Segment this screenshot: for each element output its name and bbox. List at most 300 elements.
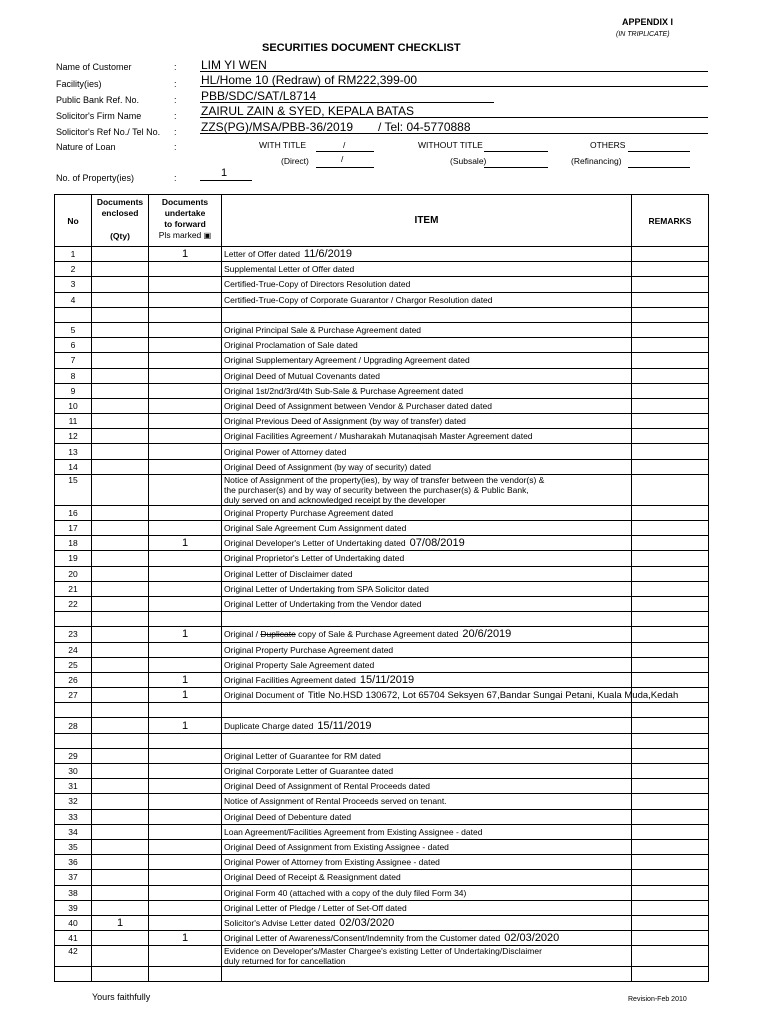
handwritten-date: Title No.HSD 130672, Lot 65704 Seksyen 67,Bandar Sungai Petani, Kuala Muda,Kedah	[307, 689, 679, 701]
underline	[200, 180, 252, 181]
item-cell	[222, 429, 632, 444]
handwritten-date: 15/11/2019	[317, 719, 372, 732]
remarks-cell	[632, 459, 709, 474]
item-cell	[222, 885, 632, 900]
enclosed-qty-cell	[92, 688, 149, 703]
row-number: 10	[55, 398, 92, 413]
row-number: 9	[55, 383, 92, 398]
table-row	[55, 915, 709, 930]
row-number: 7	[55, 353, 92, 368]
underline	[200, 71, 708, 72]
row-number: 4	[55, 292, 92, 307]
forward-cell	[149, 794, 222, 809]
remarks-cell	[632, 368, 709, 383]
colon: :	[174, 62, 177, 72]
remarks-cell	[632, 505, 709, 520]
remarks-cell	[632, 521, 709, 536]
item-text: Original Supplementary Agreement / Upgrading Agreement dated	[224, 355, 470, 366]
item-cell	[222, 307, 632, 322]
table-row	[55, 353, 709, 368]
checkbox-icon: ▣	[203, 231, 212, 240]
item-text: Original Property Purchase Agreement dated	[224, 644, 394, 655]
item-text: Original Letter of Undertaking from SPA Solicitor dated	[224, 583, 429, 594]
revision-note: Revision-Feb 2010	[628, 996, 687, 1003]
remarks-cell	[632, 414, 709, 429]
item-cell	[222, 627, 632, 642]
enclosed-qty-cell	[92, 657, 149, 672]
item-cell	[222, 277, 632, 292]
row-number: 33	[55, 809, 92, 824]
remarks-cell	[632, 839, 709, 854]
enclosed-qty-cell: 1	[92, 915, 149, 930]
enclosed-qty-cell	[92, 885, 149, 900]
handwritten-date: 11/6/2019	[303, 248, 353, 261]
item-cell	[222, 900, 632, 915]
item-text: Original Deed of Assignment of Rental Proceeds dated	[224, 781, 431, 792]
item-cell	[222, 474, 632, 505]
yours-faithfully: Yours faithfully	[92, 992, 151, 1002]
table-row	[55, 383, 709, 398]
table-row	[55, 642, 709, 657]
row-number: 40	[55, 915, 92, 930]
item-text: Original Document of	[224, 689, 304, 700]
item-text: duly served on and acknowledged receipt by the developer	[224, 494, 446, 505]
enclosed-qty-cell	[92, 262, 149, 277]
remarks-cell	[632, 794, 709, 809]
table-row	[55, 900, 709, 915]
others-label: OTHERS	[590, 140, 626, 150]
row-number: 30	[55, 764, 92, 779]
enclosed-qty-cell	[92, 794, 149, 809]
table-row	[55, 764, 709, 779]
remarks-cell	[632, 307, 709, 322]
colon: :	[174, 142, 177, 152]
col-forward-header: Documents undertake to forward Pls marked ▣	[149, 195, 222, 247]
direct-mark: /	[341, 154, 344, 164]
enclosed-qty-cell	[92, 900, 149, 915]
enclosed-qty-cell	[92, 383, 149, 398]
item-cell	[222, 459, 632, 474]
enclosed-qty-cell	[92, 505, 149, 520]
row-number: 36	[55, 855, 92, 870]
enclosed-qty-cell	[92, 642, 149, 657]
item-cell	[222, 368, 632, 383]
colon: :	[174, 95, 177, 105]
enclosed-qty-cell	[92, 931, 149, 946]
subsale-label: (Subsale)	[450, 156, 487, 166]
item-text: Original Letter of Disclaimer dated	[224, 568, 353, 579]
enclosed-qty-cell	[92, 398, 149, 413]
enclosed-qty-cell	[92, 247, 149, 262]
remarks-cell	[632, 612, 709, 627]
handwritten-date: 02/03/2020	[504, 932, 560, 945]
row-number: 5	[55, 322, 92, 337]
item-text: Notice of Assignment of the property(ies), by way of transfer between the vendor(s) &	[224, 474, 545, 485]
remarks-cell	[632, 946, 709, 967]
remarks-cell	[632, 596, 709, 611]
item-cell	[222, 809, 632, 824]
table-row	[55, 277, 709, 292]
remarks-cell	[632, 870, 709, 885]
remarks-cell	[632, 779, 709, 794]
item-text: Certified-True-Copy of Directors Resolution dated	[224, 279, 411, 290]
table-row	[55, 855, 709, 870]
handwritten-date: 15/11/2019	[359, 673, 415, 686]
row-number: 11	[55, 414, 92, 429]
underline	[628, 167, 690, 168]
forward-cell	[149, 612, 222, 627]
forward-cell: 1	[149, 931, 222, 946]
enclosed-qty-cell	[92, 292, 149, 307]
item-cell	[222, 292, 632, 307]
forward-cell	[149, 429, 222, 444]
without-title-label: WITHOUT TITLE	[418, 140, 483, 150]
row-number: 3	[55, 277, 92, 292]
row-number: 20	[55, 566, 92, 581]
item-cell	[222, 967, 632, 982]
item-text: Evidence on Developer's/Master Chargee's existing Letter of Undertaking/Disclaimer	[224, 946, 542, 957]
table-row	[55, 368, 709, 383]
enclosed-qty-cell	[92, 596, 149, 611]
row-number: 35	[55, 839, 92, 854]
row-number: 37	[55, 870, 92, 885]
table-row	[55, 612, 709, 627]
table-row	[55, 824, 709, 839]
forward-cell	[149, 946, 222, 967]
handwritten-date: 20/6/2019	[462, 628, 512, 641]
table-row	[55, 839, 709, 854]
forward-cell	[149, 474, 222, 505]
item-cell	[222, 536, 632, 551]
enclosed-qty-cell	[92, 551, 149, 566]
row-number: 16	[55, 505, 92, 520]
enclosed-qty-cell	[92, 536, 149, 551]
item-cell	[222, 657, 632, 672]
row-number: 22	[55, 596, 92, 611]
row-number	[55, 967, 92, 982]
table-row	[55, 688, 709, 703]
item-cell	[222, 551, 632, 566]
enclosed-qty-cell	[92, 581, 149, 596]
row-number: 25	[55, 657, 92, 672]
row-number	[55, 733, 92, 748]
forward-cell	[149, 885, 222, 900]
item-cell	[222, 566, 632, 581]
firm-value: ZAIRUL ZAIN & SYED, KEPALA BATAS	[201, 104, 414, 118]
remarks-cell	[632, 703, 709, 718]
forward-cell	[149, 521, 222, 536]
item-text: duly returned for for cancellation	[224, 956, 346, 967]
row-number	[55, 612, 92, 627]
item-cell	[222, 839, 632, 854]
remarks-cell	[632, 551, 709, 566]
remarks-cell	[632, 292, 709, 307]
remarks-cell	[632, 429, 709, 444]
remarks-cell	[632, 967, 709, 982]
remarks-cell	[632, 764, 709, 779]
forward-cell	[149, 414, 222, 429]
enclosed-qty-cell	[92, 414, 149, 429]
remarks-cell	[632, 262, 709, 277]
row-number: 29	[55, 748, 92, 763]
table-row	[55, 870, 709, 885]
item-text: Original Letter of Awareness/Consent/Indemnity from the Customer dated	[224, 933, 501, 944]
forward-cell	[149, 307, 222, 322]
item-cell	[222, 931, 632, 946]
underline	[200, 133, 708, 134]
colon: :	[174, 79, 177, 89]
table-row	[55, 414, 709, 429]
forward-cell: 1	[149, 627, 222, 642]
remarks-cell	[632, 444, 709, 459]
item-cell	[222, 581, 632, 596]
remarks-cell	[632, 809, 709, 824]
forward-cell	[149, 779, 222, 794]
enclosed-qty-cell	[92, 703, 149, 718]
forward-cell	[149, 809, 222, 824]
item-text: the purchaser(s) and by way of security between the purchaser(s) & Public Bank,	[224, 484, 529, 495]
row-number: 2	[55, 262, 92, 277]
facility-value: HL/Home 10 (Redraw) of RM222,399-00	[201, 73, 418, 87]
item-text: Original Corporate Letter of Guarantee dated	[224, 766, 394, 777]
remarks-cell	[632, 718, 709, 733]
forward-cell	[149, 581, 222, 596]
item-text: Original Form 40 (attached with a copy of the duly filed Form 34)	[224, 887, 467, 898]
solref-value: ZZS(PG)/MSA/PBB-36/2019	[201, 120, 354, 134]
refinancing-label: (Refinancing)	[571, 156, 622, 166]
remarks-cell	[632, 338, 709, 353]
remarks-cell	[632, 322, 709, 337]
row-number: 13	[55, 444, 92, 459]
underline	[628, 151, 690, 152]
forward-cell	[149, 642, 222, 657]
colon: :	[174, 173, 177, 183]
row-number	[55, 703, 92, 718]
item-text: Original Developer's Letter of Undertaking dated	[224, 538, 406, 549]
enclosed-qty-cell	[92, 444, 149, 459]
row-number: 32	[55, 794, 92, 809]
table-row	[55, 703, 709, 718]
item-text: Original Deed of Assignment from Existing Assignee - dated	[224, 842, 449, 853]
item-cell	[222, 733, 632, 748]
enclosed-qty-cell	[92, 338, 149, 353]
table-row	[55, 398, 709, 413]
row-number: 8	[55, 368, 92, 383]
enclosed-qty-cell	[92, 779, 149, 794]
enclosed-qty-cell	[92, 277, 149, 292]
ref-value: PBB/SDC/SAT/L8714	[201, 89, 317, 103]
item-cell	[222, 505, 632, 520]
item-text: Duplicate Charge dated	[224, 720, 314, 731]
item-cell	[222, 338, 632, 353]
enclosed-qty-cell	[92, 839, 149, 854]
remarks-cell	[632, 642, 709, 657]
col-no-header: No	[55, 195, 92, 247]
table-row	[55, 474, 709, 505]
item-text: Original Letter of Pledge / Letter of Set-Off dated	[224, 902, 407, 913]
table-row	[55, 566, 709, 581]
table-row	[55, 657, 709, 672]
remarks-cell	[632, 536, 709, 551]
item-text: Original Deed of Debenture dated	[224, 811, 352, 822]
forward-cell	[149, 338, 222, 353]
forward-cell	[149, 839, 222, 854]
col-remarks-header: REMARKS	[632, 195, 709, 247]
col-enclosed-header: Documents enclosed (Qty)	[92, 195, 149, 247]
underline	[484, 151, 548, 152]
item-text: Original /	[224, 629, 261, 640]
enclosed-qty-cell	[92, 672, 149, 687]
item-cell	[222, 718, 632, 733]
item-text: Original Proprietor's Letter of Undertaking dated	[224, 553, 405, 564]
forward-cell	[149, 292, 222, 307]
forward-cell	[149, 505, 222, 520]
item-cell	[222, 444, 632, 459]
enclosed-qty-cell	[92, 733, 149, 748]
forward-cell	[149, 596, 222, 611]
row-number: 42	[55, 946, 92, 967]
table-row	[55, 459, 709, 474]
with-title-label: WITH TITLE	[259, 140, 307, 150]
item-cell	[222, 414, 632, 429]
item-cell	[222, 672, 632, 687]
remarks-cell	[632, 915, 709, 930]
table-row	[55, 672, 709, 687]
table-row	[55, 338, 709, 353]
enclosed-qty-cell	[92, 459, 149, 474]
table-row	[55, 596, 709, 611]
table-row	[55, 551, 709, 566]
table-row	[55, 779, 709, 794]
table-row	[55, 885, 709, 900]
remarks-cell	[632, 474, 709, 505]
item-cell	[222, 703, 632, 718]
enclosed-qty-cell	[92, 429, 149, 444]
item-text: Original Property Sale Agreement dated	[224, 659, 375, 670]
direct-label: (Direct)	[281, 156, 309, 166]
item-text: Original Facilities Agreement / Musharakah Mutanaqisah Master Agreement dated	[224, 431, 533, 442]
enclosed-qty-cell	[92, 967, 149, 982]
row-number: 24	[55, 642, 92, 657]
remarks-cell	[632, 247, 709, 262]
item-text: Original Property Purchase Agreement dated	[224, 507, 394, 518]
item-text: Solicitor's Advise Letter dated	[224, 917, 336, 928]
item-text: Original Previous Deed of Assignment (by way of transfer) dated	[224, 416, 466, 427]
forward-cell	[149, 353, 222, 368]
forward-cell	[149, 398, 222, 413]
ref-label: Public Bank Ref. No.	[56, 95, 140, 105]
forward-cell	[149, 967, 222, 982]
checklist-table	[54, 194, 709, 982]
forward-cell	[149, 900, 222, 915]
forward-cell	[149, 383, 222, 398]
item-text: Certified-True-Copy of Corporate Guarantor / Chargor Resolution dated	[224, 294, 493, 305]
forward-cell	[149, 870, 222, 885]
row-number: 19	[55, 551, 92, 566]
item-text: Original Deed of Assignment between Vendor & Purchaser dated dated	[224, 400, 492, 411]
row-number: 34	[55, 824, 92, 839]
table-row	[55, 505, 709, 520]
table-row	[55, 292, 709, 307]
col-item-header: ITEM	[222, 195, 632, 247]
table-row	[55, 262, 709, 277]
table-row	[55, 794, 709, 809]
enclosed-qty-cell	[92, 307, 149, 322]
enclosed-qty-cell	[92, 946, 149, 967]
forward-cell: 1	[149, 247, 222, 262]
row-number: 28	[55, 718, 92, 733]
enclosed-qty-cell	[92, 322, 149, 337]
handwritten-date: 02/03/2020	[339, 916, 395, 929]
item-text: Original Facilities Agreement dated	[224, 674, 356, 685]
underline	[200, 117, 708, 118]
remarks-cell	[632, 383, 709, 398]
row-number: 27	[55, 688, 92, 703]
row-number: 23	[55, 627, 92, 642]
enclosed-qty-cell	[92, 870, 149, 885]
item-cell	[222, 946, 632, 967]
item-cell	[222, 322, 632, 337]
handwritten-date: 07/08/2019	[409, 537, 465, 550]
table-row	[55, 718, 709, 733]
item-text: Original Letter of Undertaking from the Vendor dated	[224, 599, 422, 610]
forward-cell	[149, 733, 222, 748]
item-text: Original Letter of Guarantee for RM dated	[224, 750, 381, 761]
struck-text: Duplicate	[260, 629, 296, 640]
item-cell	[222, 642, 632, 657]
enclosed-qty-cell	[92, 824, 149, 839]
remarks-cell	[632, 353, 709, 368]
table-header-row	[55, 195, 709, 247]
remarks-cell	[632, 581, 709, 596]
remarks-cell	[632, 824, 709, 839]
enclosed-qty-cell	[92, 748, 149, 763]
enclosed-qty-cell	[92, 474, 149, 505]
item-cell	[222, 398, 632, 413]
forward-cell: 1	[149, 688, 222, 703]
forward-cell	[149, 459, 222, 474]
item-text: Original Proclamation of Sale dated	[224, 340, 358, 351]
item-text: Notice of Assignment of Rental Proceeds served on tenant.	[224, 796, 447, 807]
customer-label: Name of Customer	[56, 62, 132, 72]
table-row	[55, 581, 709, 596]
item-cell	[222, 764, 632, 779]
item-text: Original Power of Attorney dated	[224, 446, 347, 457]
forward-cell	[149, 824, 222, 839]
row-number: 39	[55, 900, 92, 915]
row-number: 15	[55, 474, 92, 505]
item-text: Original 1st/2nd/3rd/4th Sub-Sale & Purchase Agreement dated	[224, 385, 464, 396]
item-cell	[222, 262, 632, 277]
remarks-cell	[632, 885, 709, 900]
enclosed-qty-cell	[92, 718, 149, 733]
with-title-mark: /	[343, 140, 346, 150]
table-row	[55, 307, 709, 322]
tel-value: / Tel: 04-5770888	[378, 120, 471, 134]
table-row	[55, 521, 709, 536]
property-label: No. of Property(ies)	[56, 173, 135, 183]
row-number: 21	[55, 581, 92, 596]
table-row	[55, 748, 709, 763]
row-number: 14	[55, 459, 92, 474]
underline	[484, 167, 548, 168]
forward-cell	[149, 764, 222, 779]
enclosed-qty-cell	[92, 764, 149, 779]
forward-cell	[149, 262, 222, 277]
enclosed-qty-cell	[92, 521, 149, 536]
row-number: 41	[55, 931, 92, 946]
table-row	[55, 247, 709, 262]
